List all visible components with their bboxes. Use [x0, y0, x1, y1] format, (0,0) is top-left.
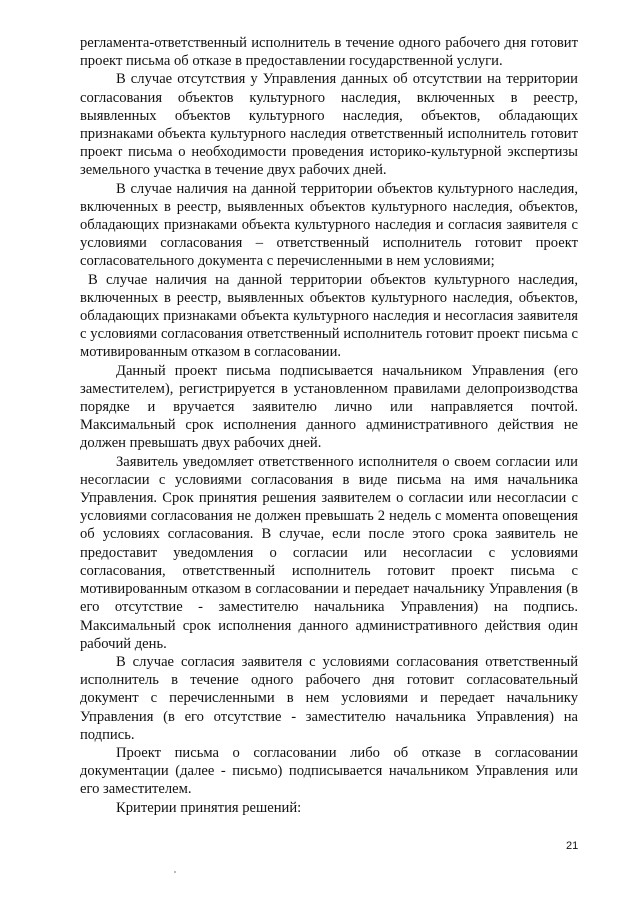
scan-speck	[174, 871, 176, 873]
document-body	[80, 34, 578, 817]
paragraph-no-data-case: В случае отсутствия у Управления данных об отсутствии на территории согласования объектов культурного наследия, включенных в реестр, выявленных объектов культурного наследия, объектов, обладающих признаками объекта культурного наследия ответственный исполнитель готовит проект письма о необходимости проведения историко-культурной экспертизы земельного участка в течение двух рабочих дней.	[80, 71, 578, 179]
paragraph-criteria-heading: Критерии принятия решений:	[116, 799, 302, 816]
page-number: 21	[566, 840, 579, 852]
paragraph-refusal-case: В случае наличия на данной территории объектов культурного наследия, включенных в реестр, выявленных объектов культурного наследия, объектов, обладающих признаками объекта культурного наследия и несогласия заявителя с условиями согласования ответственный исполнитель готовит проект письма с мотивированным отказом в согласовании.	[80, 271, 578, 361]
paragraph-applicant-notice: Заявитель уведомляет ответственного исполнителя о своем согласии или несогласии с условиями согласования в виде письма на имя начальника Управления. Срок принятия решения заявителем о согласии или несогласии с условиями согласования не должен превышать 2 недель с момента оповещения об условиях согласования. В случае, если после этого срока заявитель не предоставит уведомления о согласии или несогласии с условиями согласования, ответственный исполнитель готовит проект письма с мотивированным отказом в согласовании и передает начальнику Управления (в его отсутствие - заместителю начальника Управления) на подпись. Максимальный срок исполнения данного административного действия один рабочий день.	[80, 453, 578, 652]
paragraph-approval: В случае согласия заявителя с условиями согласования ответственный исполнитель в течение одного рабочего дня готовит согласовательный документ с перечисленными в нем условиями и передает начальнику Управления (в его отсутствие - заместителю начальника Управления) на подпись.	[80, 653, 578, 743]
paragraph-letter-signing: Проект письма о согласовании либо об отказе в согласовании документации (далее - письмо) подписывается начальником Управления или его заместителем.	[80, 744, 578, 798]
paragraph-consent-case: В случае наличия на данной территории объектов культурного наследия, включенных в реестр, выявленных объектов культурного наследия, объектов, обладающих признаками объекта культурного наследия и согласия заявителя с условиями согласования – ответственный исполнитель готовит проект согласовательного документа с перечисленными в нем условиями;	[80, 180, 578, 270]
paragraph-signing: Данный проект письма подписывается начальником Управления (его заместителем), регистрируется в установленном правилами делопроизводства порядке и вручается заявителю лично или направляется почтой. Максимальный срок исполнения данного административного действия не должен превышать двух рабочих дней.	[80, 362, 578, 452]
paragraph-continuation: регламента-ответственный исполнитель в течение одного рабочего дня готовит проект письма об отказе в предоставлении государственной услуги.	[80, 35, 578, 70]
